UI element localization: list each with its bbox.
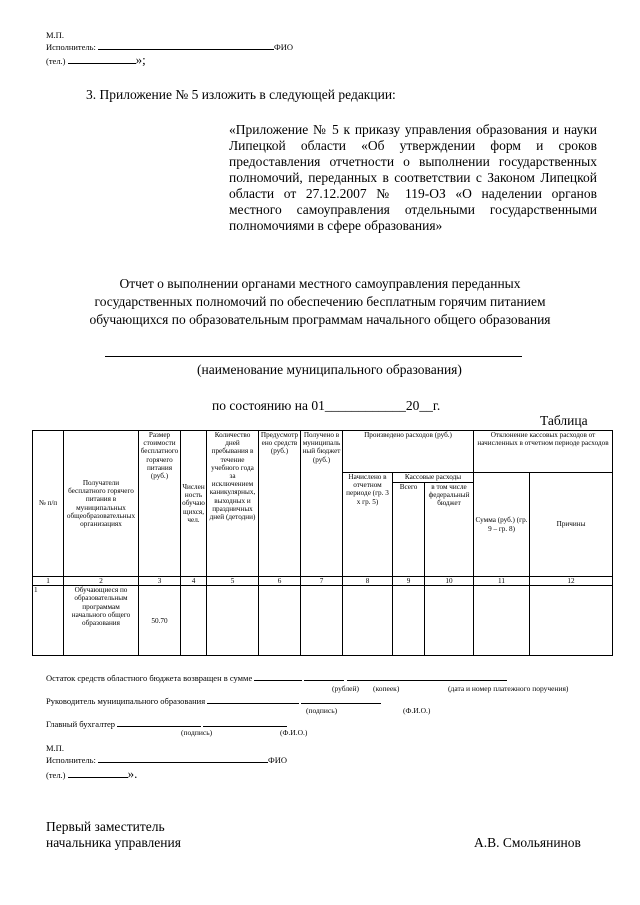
row-empty[interactable]	[181, 586, 207, 656]
col-number: 8	[343, 577, 393, 586]
hdr-spent: Произведено расходов (руб.)	[343, 431, 474, 473]
col-number: 11	[474, 577, 530, 586]
row-empty[interactable]	[343, 586, 393, 656]
accountant-label: Главный бухгалтер	[46, 719, 116, 729]
tel-blank	[68, 55, 136, 64]
kopecks-caption: (копеек)	[373, 684, 400, 693]
tel-end: ».	[127, 766, 138, 781]
hdr-deviation: Отклонение кассовых расходов от начисленных в отчетном периоде расходов	[474, 431, 613, 473]
accountant-fio-blank	[203, 718, 287, 727]
fio-label: ФИО	[268, 755, 288, 765]
col-number: 7	[301, 577, 343, 586]
row-empty[interactable]	[393, 586, 425, 656]
row-cost: 50.70	[139, 586, 181, 656]
col-number: 12	[530, 577, 613, 586]
col-number: 1	[33, 577, 64, 586]
section-3-heading: 3. Приложение № 5 изложить в следующей редакции:	[86, 87, 396, 102]
hdr-accrued: Начислено в отчетном периоде (гр. 3 х гр. 5)	[343, 473, 393, 577]
report-table	[32, 430, 613, 656]
municipality-caption: (наименование муниципального образования)	[197, 362, 462, 377]
hdr-total: Всего	[393, 483, 425, 577]
row-empty[interactable]	[301, 586, 343, 656]
executor-blank	[98, 754, 268, 763]
row-empty[interactable]	[474, 586, 530, 656]
hdr-count: Численность обучающихся, чел.	[181, 431, 207, 577]
executor-label: Исполнитель:	[46, 755, 96, 765]
rubles-caption: (рублей)	[332, 684, 360, 693]
accountant-signature-caption: (подпись)	[181, 728, 213, 737]
executor-line-top	[46, 41, 293, 52]
col-number: 10	[425, 577, 474, 586]
accountant-line	[46, 718, 287, 729]
municipality-blank	[105, 356, 522, 357]
row-empty[interactable]	[425, 586, 474, 656]
signoff-position-line2: начальника управления	[46, 835, 181, 850]
report-title-line1: Отчет о выполнении органами местного самоуправления переданных	[119, 276, 521, 291]
hdr-sum: Сумма (руб.) (гр. 9 – гр. 8)	[474, 473, 530, 577]
head-line	[46, 695, 381, 706]
as-of-date: по состоянию на 01____________20__г.	[212, 398, 441, 413]
executor-blank	[98, 41, 274, 50]
col-number: 3	[139, 577, 181, 586]
tel-end: »;	[135, 52, 146, 67]
executor-line-bottom	[46, 754, 287, 765]
table-row	[33, 586, 613, 656]
hdr-reasons: Причины	[530, 473, 613, 577]
head-fio-caption: (Ф.И.О.)	[403, 706, 431, 715]
col-number: 5	[207, 577, 259, 586]
accountant-signature-blank	[117, 718, 201, 727]
report-title-line2: государственных полномочий по обеспечению бесплатным горячим питанием	[94, 294, 546, 309]
hdr-recipients: Получатели бесплатного горячего питания в муниципальных общеобразовательных организациях	[64, 431, 139, 577]
tel-line-bottom	[46, 766, 138, 781]
hdr-federal: в том числе федеральный бюджет	[425, 483, 474, 577]
tel-label: (тел.)	[46, 770, 66, 780]
hdr-planned: Предусмотрено средств (руб.)	[259, 431, 301, 577]
signoff-name: А.В. Смольянинов	[474, 835, 581, 850]
payment-order-caption: (дата и номер платежного поручения)	[448, 684, 569, 693]
row-empty[interactable]	[530, 586, 613, 656]
tel-label: (тел.)	[46, 56, 66, 66]
head-signature-blank	[207, 695, 299, 704]
hdr-received: Получено в муниципальный бюджет (руб.)	[301, 431, 343, 577]
col-number: 2	[64, 577, 139, 586]
head-fio-blank	[301, 695, 381, 704]
hdr-days: Количество дней пребывания в течение учебного года за исключением каникулярных, выходных и праздничных дней (детодни)	[207, 431, 259, 577]
accountant-fio-caption: (Ф.И.О.)	[280, 728, 308, 737]
mp-stamp-top: М.П.	[46, 30, 64, 40]
row-empty[interactable]	[259, 586, 301, 656]
tel-blank	[68, 769, 128, 778]
payment-blank	[347, 672, 507, 681]
column-numbers-row	[33, 577, 613, 586]
appendix-reference: «Приложение № 5 к приказу управления образования и науки Липецкой области «Об утверждении форм и сроков предоставления отчетности о выполнении государственных полномочий, переданных в соответствии с Законом Липецкой области от 27.12.2007 № 119-ОЗ «О наделении органов местного самоуправления отдельными государственными полномочиями в сфере образования»	[229, 122, 597, 233]
hdr-cost: Размер стоимости бесплатного горячего питания (руб.)	[139, 431, 181, 577]
table-label: Таблица	[540, 413, 588, 428]
row-num: 1	[33, 586, 64, 656]
rubles-blank	[254, 672, 302, 681]
hdr-num: № п/п	[33, 431, 64, 577]
col-number: 6	[259, 577, 301, 586]
executor-label: Исполнитель:	[46, 42, 96, 52]
head-signature-caption: (подпись)	[306, 706, 338, 715]
remainder-text: Остаток средств областного бюджета возвращен в сумме	[46, 673, 253, 683]
col-number: 4	[181, 577, 207, 586]
fio-label: ФИО	[274, 42, 294, 52]
remainder-line	[46, 672, 507, 683]
row-empty[interactable]	[207, 586, 259, 656]
row-recipients: Обучающиеся по образовательным программам начального общего образования	[64, 586, 139, 656]
col-number: 9	[393, 577, 425, 586]
signoff-position-line1: Первый заместитель	[46, 819, 165, 834]
tel-line-top	[46, 52, 146, 67]
hdr-cash: Кассовые расходы	[393, 473, 474, 483]
kopecks-blank	[304, 672, 344, 681]
mp-stamp-bottom: М.П.	[46, 743, 64, 753]
report-title-line3: обучающихся по образовательным программам начального общего образования	[89, 312, 551, 327]
head-label: Руководитель муниципального образования	[46, 696, 206, 706]
